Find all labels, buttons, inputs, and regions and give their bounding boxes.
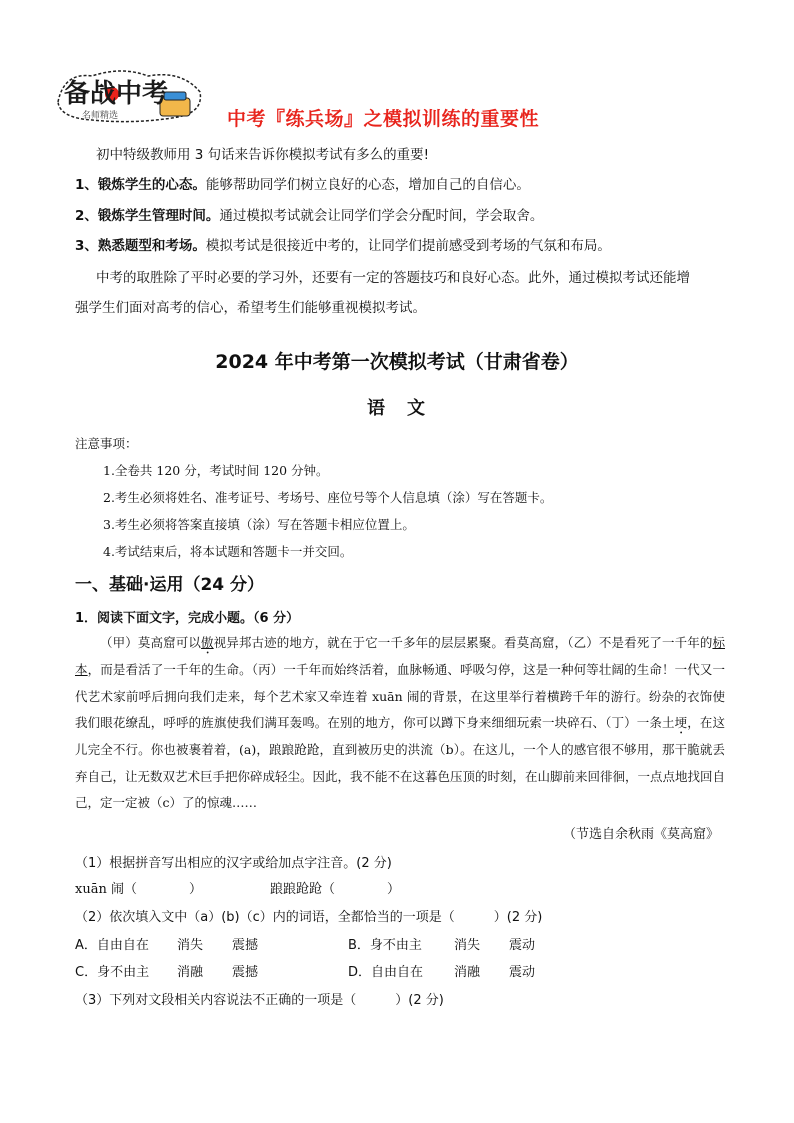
option-label: C．: [75, 965, 98, 980]
option-b: [348, 934, 422, 953]
passage-text: 视异邦古迹的地方，就在于它一千多年的层层累聚。看莫高窟，（乙）不是看死了一千年的: [213, 635, 713, 650]
passage-text: ，在这儿完全不行。你也被裹着着，(a)，踉踉跄跄，直到被历史的洪流（b）。在这儿，一个人的感官很不够用，那干脆就丢弃自己，让无数双艺术巨手把你碎成轻尘。因此，我不能不在这暮色压顶的时刻，在山脚前来回徘徊，一点点地找回自己，定一定被（c）了的惊魂……: [75, 715, 726, 810]
passage-text: ，而是看活了一千年的生命。（丙）一千年而始终活着，血脉畅通、呼吸匀停，这是一种何等壮阔的生命！一代又一代艺术家前呼后拥向我们走来，每个艺术家又牵连着 xuān 闹的背景，在这里举行着横跨千年的游行。纷杂的衣饰使我们眼花缭乱，呼呼的旌旗使我们满耳轰鸣。在别的地方，你可以蹲下身来细细玩索一块碎石、（丁）一条土: [75, 662, 725, 730]
banner-title: 中考『练兵场』之模拟训练的重要性: [227, 108, 540, 130]
option-word: 消失: [454, 938, 481, 953]
option-word: 震动: [509, 938, 536, 953]
intro-point-text: 能够帮助同学们树立良好的心态，增加自己的自信心。: [205, 177, 530, 193]
intro-point-num: 2、: [75, 208, 98, 224]
passage-text: （甲）莫高窟可以: [100, 635, 202, 650]
intro-point: [75, 175, 530, 195]
intro-point-num: 1、: [75, 177, 98, 193]
subquestion-2: （2）依次填入文中（a）(b)（c）内的词语，全都恰当的一项是（ ）(2 分): [75, 910, 543, 925]
notice-item: 2.考生必须将姓名、准考证号、考场号、座位号等个人信息填（涂）写在答题卡。: [103, 490, 553, 505]
exam-subject: 语文: [367, 398, 447, 419]
option-word: 自由自在: [96, 938, 149, 953]
option-word: 消失: [177, 938, 204, 953]
option-word: 消融: [177, 965, 204, 980]
passage-underlined-word: 标本: [75, 635, 725, 677]
subquestion-1: （1）根据拼音写出相应的汉字或给加点字注音。(2 分): [75, 856, 392, 871]
notice-item: 1.全卷共 120 分，考试时间 120 分钟。: [103, 463, 329, 478]
option-word: 自由自在: [371, 965, 424, 980]
intro-point-num: 3、: [75, 238, 98, 254]
intro-point-strong: 锻炼学生的心态。: [97, 177, 206, 193]
option-label: B．: [348, 938, 370, 953]
intro-point-text: 通过模拟考试就会让同学们学会分配时间，学会取舍。: [219, 208, 544, 224]
option-word: 消融: [454, 965, 481, 980]
passage-dotted-char: 傲: [201, 635, 214, 650]
intro-lead: 初中特级教师用 3 句话来告诉你模拟考试有多么的重要!: [96, 147, 430, 163]
option-c: [75, 961, 149, 980]
intro-point-text: 模拟考试是很接近中考的，让同学们提前感受到考场的气氛和布局。: [205, 238, 611, 254]
exam-logo-icon: [52, 62, 212, 128]
intro-point-strong: 锻炼学生管理时间。: [97, 208, 220, 224]
svg-text:备战中考: 备战中考: [64, 79, 169, 109]
notice-item: 4.考试结束后，将本试题和答题卡一并交回。: [103, 544, 353, 559]
option-label: A．: [75, 938, 97, 953]
notice-heading: 注意事项：: [75, 436, 138, 451]
option-word: 身不由主: [97, 965, 150, 980]
reading-passage: [75, 630, 725, 817]
subquestion-1-blank-a: xuān 闹（ ）: [75, 882, 202, 897]
passage-paragraph: [75, 630, 725, 817]
exam-title: 2024 年中考第一次模拟考试（甘肃省卷）: [215, 351, 579, 373]
option-word: 震动: [509, 965, 536, 980]
passage-source: （节选自余秋雨《莫高窟》: [562, 827, 719, 842]
subquestion-1-blank-b: 踉踉跄跄（ ）: [270, 882, 401, 897]
notice-item: 3.考生必须将答案直接填（涂）写在答题卡相应位置上。: [103, 517, 415, 532]
intro-closing-line1: 中考的取胜除了平时必要的学习外，还要有一定的答题技巧和良好心态。此外，通过模拟考试还能增: [96, 270, 690, 286]
option-label: D．: [348, 965, 372, 980]
subquestion-3: （3）下列对文段相关内容说法不正确的一项是（ ）(2 分): [75, 993, 444, 1008]
section-heading: 一、基础·运用（24 分）: [75, 575, 265, 595]
intro-point: [75, 236, 611, 256]
option-word: 身不由主: [369, 938, 422, 953]
intro-point: [75, 206, 543, 226]
svg-text:名师精选: 名师精选: [82, 111, 119, 121]
option-d: [348, 961, 423, 980]
option-a: [75, 934, 149, 953]
option-word: 震撼: [232, 965, 259, 980]
question-heading: 1．阅读下面文字，完成小题。（6 分）: [75, 611, 300, 626]
passage-dotted-char: 埂: [674, 715, 688, 730]
intro-closing-line2: 强学生们面对高考的信心，希望考生们能够重视模拟考试。: [75, 300, 426, 316]
intro-point-strong: 熟悉题型和考场。: [97, 238, 206, 254]
option-word: 震撼: [232, 938, 259, 953]
